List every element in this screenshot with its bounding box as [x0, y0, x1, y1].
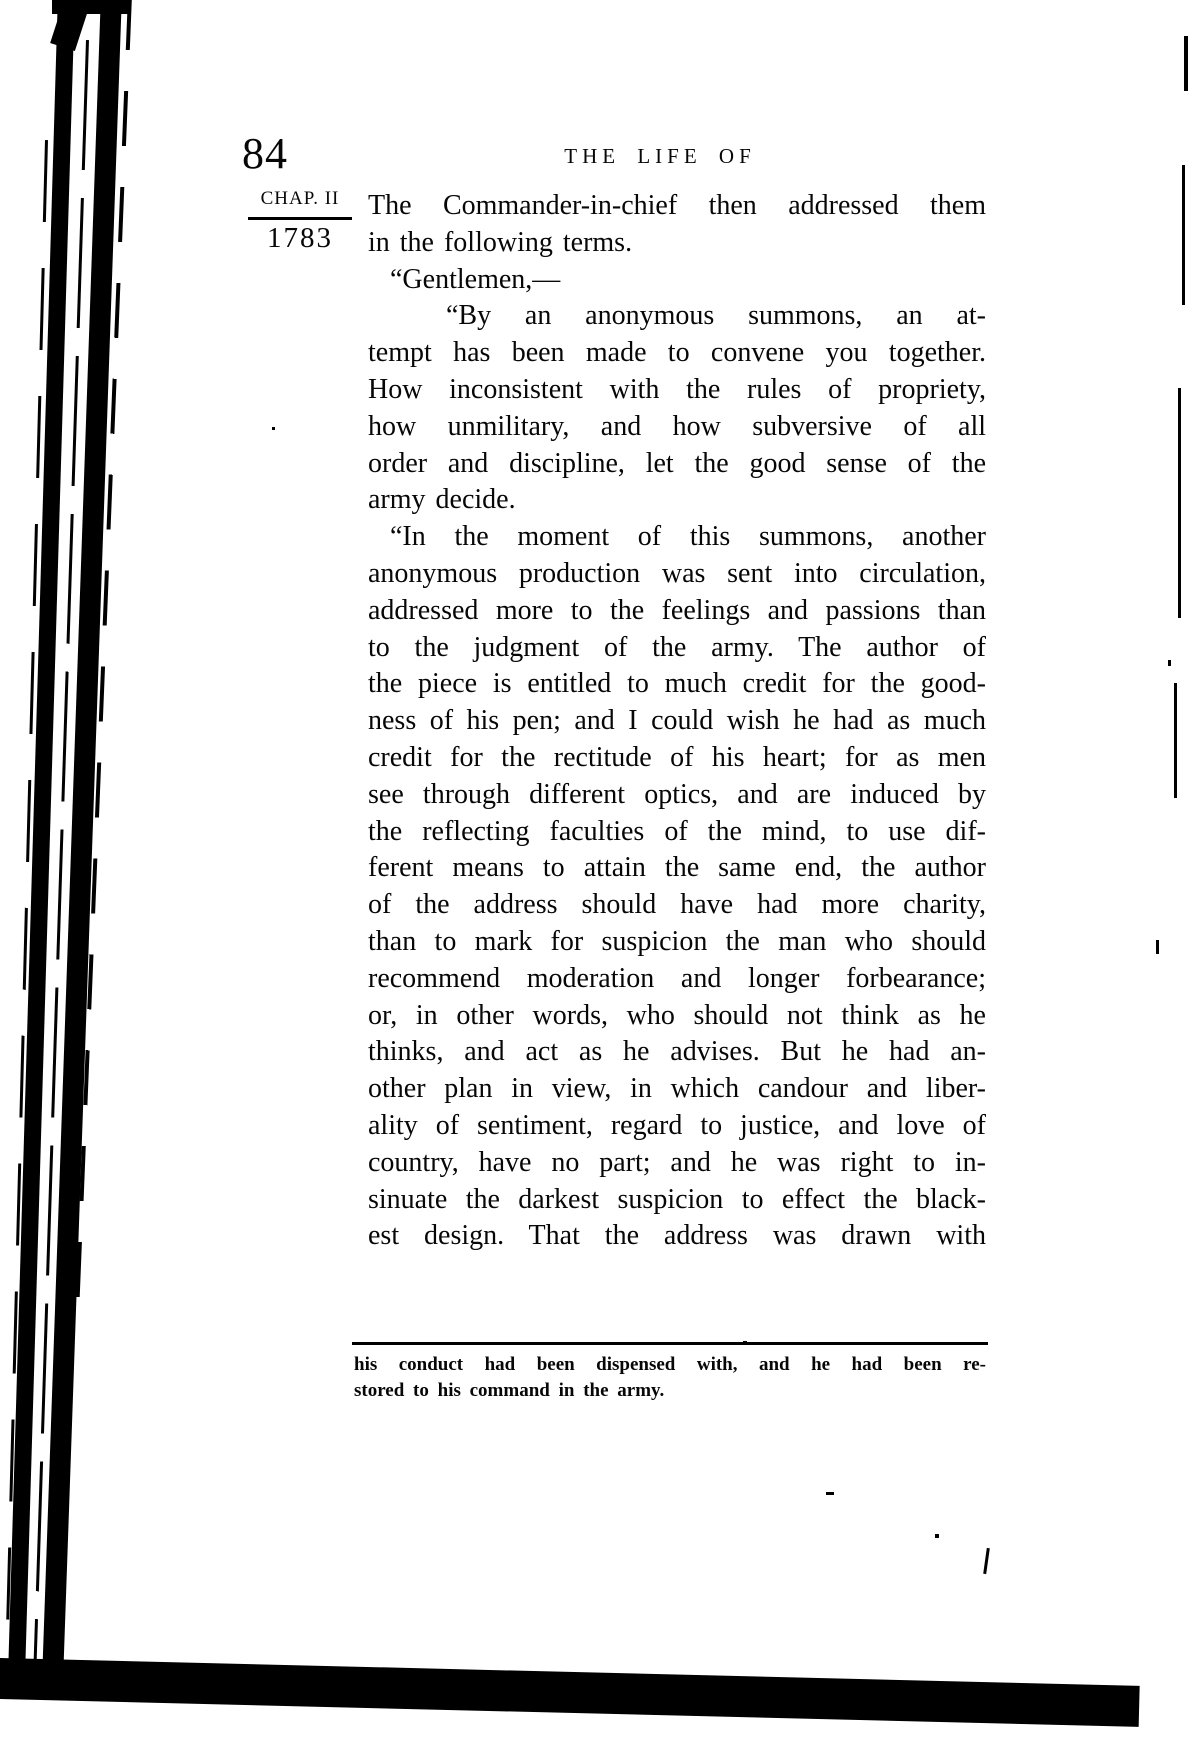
body-line: than to mark for suspicion the man who should [368, 925, 986, 957]
scan-artifact-right-speckle [1184, 36, 1188, 98]
body-line: the reflecting faculties of the mind, to use dif- [368, 815, 986, 847]
scan-artifact-right-line [1182, 165, 1185, 305]
body-line: tempt has been made to convene you together. [368, 337, 986, 369]
body-line: country, have no part; and he was right to in- [368, 1146, 986, 1178]
scan-artifact-dot [1168, 660, 1171, 666]
body-line: or, in other words, who should not think as he [368, 999, 986, 1031]
footnote-line: stored to his command in the army. [354, 1380, 665, 1401]
scan-artifact-dot [272, 427, 275, 430]
body-line: army decide. [368, 484, 516, 516]
body-line: “In the moment of this summons, another [390, 521, 986, 553]
body-line: recommend moderation and longer forbearance; [368, 962, 986, 994]
body-line: thinks, and act as he advises. But he had an- [368, 1036, 986, 1068]
body-line: anonymous production was sent into circulation, [368, 557, 986, 589]
body-line: order and discipline, let the good sense of the [368, 447, 986, 479]
body-line: to the judgment of the army. The author of [368, 631, 986, 663]
footnote [354, 1352, 986, 1404]
scan-artifact-dot [935, 1534, 939, 1538]
body-line: ness of his pen; and I could wish he had as much [368, 705, 986, 737]
footnote-line: his conduct had been dispensed with, and he had been re- [354, 1354, 986, 1375]
body-line: The Commander-in-chief then addressed them [368, 190, 986, 221]
body-line: ality of sentiment, regard to justice, and love of [368, 1109, 986, 1141]
scan-artifact-bottom-bar [0, 1658, 1140, 1727]
year-label: 1783 [267, 222, 333, 254]
scan-artifact-right-line [1174, 683, 1177, 798]
body-line: the piece is entitled to much credit for the good- [368, 668, 986, 700]
sidenote-rule [248, 217, 352, 220]
body-line: addressed more to the feelings and passions than [368, 594, 986, 626]
body-line: ferent means to attain the same end, the author [368, 852, 986, 884]
body-line: of the address should have had more charity, [368, 889, 986, 921]
body-line: How inconsistent with the rules of propriety, [368, 373, 986, 405]
scan-artifact-dot [826, 1492, 834, 1495]
scan-artifact-slash [983, 1548, 990, 1574]
body-line: how unmilitary, and how subversive of all [368, 410, 986, 442]
margin-note [248, 188, 352, 255]
scan-artifact-right-line [1178, 388, 1181, 618]
body-line: est design. That the address was drawn with [368, 1220, 986, 1252]
chapter-label: CHAP. II [260, 188, 340, 209]
body-line: sinuate the darkest suspicion to effect the black- [368, 1183, 986, 1215]
footnote-rule [352, 1342, 988, 1345]
body-line: “By an anonymous summons, an at- [446, 300, 986, 332]
body-line: in the following terms. [368, 226, 633, 258]
running-header: THE LIFE OF [564, 144, 756, 168]
page-number: 84 [242, 129, 288, 178]
body-line: credit for the rectitude of his heart; for as men [368, 741, 986, 773]
body-line: other plan in view, in which candour and liber- [368, 1073, 986, 1105]
body-line: see through different optics, and are induced by [368, 778, 986, 810]
body-line: “Gentlemen,— [390, 263, 561, 295]
body-text [368, 188, 986, 1255]
scan-artifact-dot [1156, 940, 1159, 954]
